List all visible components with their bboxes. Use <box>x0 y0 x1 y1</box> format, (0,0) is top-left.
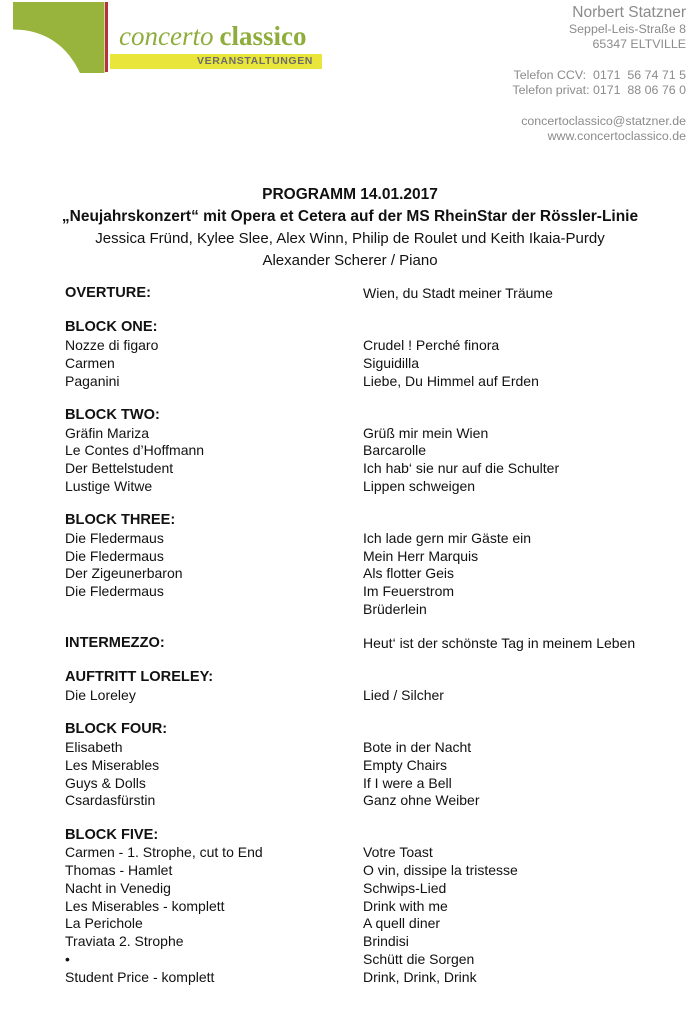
program-title: PROGRAMM 14.01.2017 <box>262 186 438 203</box>
contact-name: Norbert Statzner <box>572 4 686 21</box>
brand-word-concerto: concerto <box>119 21 214 51</box>
program-section <box>65 319 692 390</box>
piece-row <box>65 687 692 705</box>
piece-title: Liebe, Du Himmel auf Erden <box>363 372 539 389</box>
accent-line <box>105 2 108 72</box>
program-section <box>65 827 692 987</box>
section-header: BLOCK THREE: <box>65 512 176 528</box>
pianist-line: Alexander Scherer / Piano <box>262 252 438 269</box>
document-title <box>0 184 700 272</box>
piece-title: Brindisi <box>363 933 409 949</box>
work-title: Les Miserables <box>65 756 160 773</box>
contact-email: concertoclassico@statzner.de <box>521 114 686 128</box>
brand-logo <box>13 2 343 74</box>
work-title: Carmen - 1. Strophe, cut to End <box>65 844 263 861</box>
piece-title: O vin, dissipe la tristesse <box>363 862 518 878</box>
piece-title: Schütt die Sorgen <box>363 950 475 967</box>
piece-title: Drink, Drink, Drink <box>363 968 477 985</box>
piece-row <box>65 583 692 601</box>
program-section <box>65 512 692 619</box>
piece-row <box>65 951 692 969</box>
piece-row <box>65 460 692 478</box>
section-header: BLOCK FOUR: <box>65 721 168 738</box>
work-title: Die Loreley <box>65 687 136 703</box>
section-header-row <box>65 512 692 530</box>
piece-row <box>65 373 692 391</box>
piece-title: Mein Herr Marquis <box>363 547 479 564</box>
work-title: Die Fledermaus <box>65 547 164 564</box>
brand-tagline-bar <box>110 54 322 69</box>
work-title: Paganini <box>65 372 120 389</box>
brand-tagline: VERANSTALTUNGEN <box>197 55 313 68</box>
section-header-piece <box>363 827 692 845</box>
section-header-piece <box>363 407 692 425</box>
piece-title: Barcarolle <box>363 442 427 459</box>
piece-row <box>65 844 692 862</box>
piece-row <box>65 915 692 933</box>
work-title: Elisabeth <box>65 739 123 755</box>
piece-title: Brüderlein <box>363 600 427 617</box>
section-header-row <box>65 827 692 845</box>
piece-title: Grüß mir mein Wien <box>363 424 489 441</box>
work-title: Guys & Dolls <box>65 774 146 791</box>
work-title: • <box>65 950 70 967</box>
section-header-row <box>65 285 692 303</box>
piece-row <box>65 478 692 496</box>
program-section <box>65 285 692 303</box>
spacer <box>512 52 686 68</box>
piece-row <box>65 530 692 548</box>
work-title: La Perichole <box>65 915 143 932</box>
program-section <box>65 669 692 705</box>
section-header: BLOCK FIVE: <box>65 826 159 843</box>
brand-word-classico: classico <box>219 21 307 51</box>
work-title: Csardasfürstin <box>65 792 156 809</box>
section-header-piece <box>363 669 692 687</box>
contact-city: 65347 ELTVILLE <box>592 37 686 51</box>
section-header: BLOCK TWO: <box>65 406 160 423</box>
section-header-piece: Heut‘ ist der schönste Tag in meinem Leben <box>363 635 636 651</box>
work-title: Nacht in Venedig <box>65 879 171 896</box>
program <box>65 285 692 1003</box>
section-header: OVERTURE: <box>65 285 151 301</box>
work-title: Die Fledermaus <box>65 529 164 546</box>
program-section <box>65 721 692 810</box>
contact-phone-private: Telefon privat: 0171 88 06 76 0 <box>512 83 686 97</box>
piece-title: Empty Chairs <box>363 756 448 773</box>
work-title: Der Bettelstudent <box>65 460 174 476</box>
work-title: Nozze di figaro <box>65 337 159 353</box>
piece-row <box>65 757 692 775</box>
piece-row <box>65 355 692 373</box>
piece-row <box>65 548 692 566</box>
section-header-piece: Wien, du Stadt meiner Träume <box>363 285 553 301</box>
piece-title: If I were a Bell <box>363 774 452 791</box>
section-header-piece <box>363 319 692 337</box>
piece-row <box>65 933 692 951</box>
piece-title: Bote in der Nacht <box>363 739 472 755</box>
section-header-row <box>65 635 692 653</box>
piece-row <box>65 880 692 898</box>
work-title: Thomas - Hamlet <box>65 862 173 878</box>
section-header: BLOCK ONE: <box>65 319 158 336</box>
performers-line: Jessica Fründ, Kylee Slee, Alex Winn, Philip de Roulet und Keith Ikaia-Purdy <box>95 230 605 247</box>
piece-row <box>65 898 692 916</box>
work-title: Traviata 2. Strophe <box>65 933 184 949</box>
contact-block <box>512 3 686 144</box>
piece-title: Crudel ! Perché finora <box>363 337 500 353</box>
brand-name <box>119 23 306 50</box>
piece-row <box>65 337 692 355</box>
section-header-row <box>65 669 692 687</box>
piece-title: Lied / Silcher <box>363 687 444 703</box>
piece-title: Ich hab‘ sie nur auf die Schulter <box>363 460 560 476</box>
work-title: Lustige Witwe <box>65 477 153 494</box>
section-header-row <box>65 721 692 739</box>
section-header: AUFTRITT LORELEY: <box>65 669 214 686</box>
piece-row <box>65 601 692 619</box>
work-title: Der Zigeunerbaron <box>65 565 183 582</box>
piece-row <box>65 792 692 810</box>
section-header-row <box>65 319 692 337</box>
section-header: INTERMEZZO: <box>65 635 165 651</box>
piece-title: Im Feuerstrom <box>363 583 455 599</box>
work-title: Les Miserables - komplett <box>65 897 225 914</box>
section-header-piece <box>363 512 692 530</box>
program-subtitle: „Neujahrskonzert“ mit Opera et Cetera auf der MS RheinStar der Rössler-Linie <box>61 208 639 225</box>
piece-title: Votre Toast <box>363 844 433 861</box>
piece-row <box>65 739 692 757</box>
work-title: Carmen <box>65 354 115 371</box>
work-title: Le Contes d’Hoffmann <box>65 442 205 459</box>
piece-row <box>65 862 692 880</box>
contact-phone-ccv: Telefon CCV: 0171 56 74 71 5 <box>513 68 686 82</box>
music-note-icon <box>13 2 105 73</box>
piece-row <box>65 969 692 987</box>
contact-street: Seppel-Leis-Straße 8 <box>568 22 686 36</box>
program-section <box>65 407 692 496</box>
piece-row <box>65 425 692 443</box>
work-title <box>65 601 363 619</box>
work-title: Die Fledermaus <box>65 583 164 599</box>
program-section <box>65 635 692 653</box>
contact-website: www.concertoclassico.de <box>547 129 686 143</box>
piece-title: Schwips-Lied <box>363 879 447 896</box>
piece-title: Drink with me <box>363 897 448 914</box>
piece-row <box>65 775 692 793</box>
section-header-row <box>65 407 692 425</box>
piece-title: Als flotter Geis <box>363 565 455 582</box>
piece-row <box>65 565 692 583</box>
section-header-piece <box>363 721 692 739</box>
piece-row <box>65 442 692 460</box>
work-title: Gräfin Mariza <box>65 424 150 441</box>
spacer <box>512 98 686 114</box>
work-title: Student Price - komplett <box>65 968 215 985</box>
piece-title: Ich lade gern mir Gäste ein <box>363 529 532 546</box>
piece-title: Lippen schweigen <box>363 477 476 494</box>
piece-title: Siguidilla <box>363 354 420 371</box>
piece-title: Ganz ohne Weiber <box>363 792 480 809</box>
piece-title: A quell diner <box>363 915 441 932</box>
